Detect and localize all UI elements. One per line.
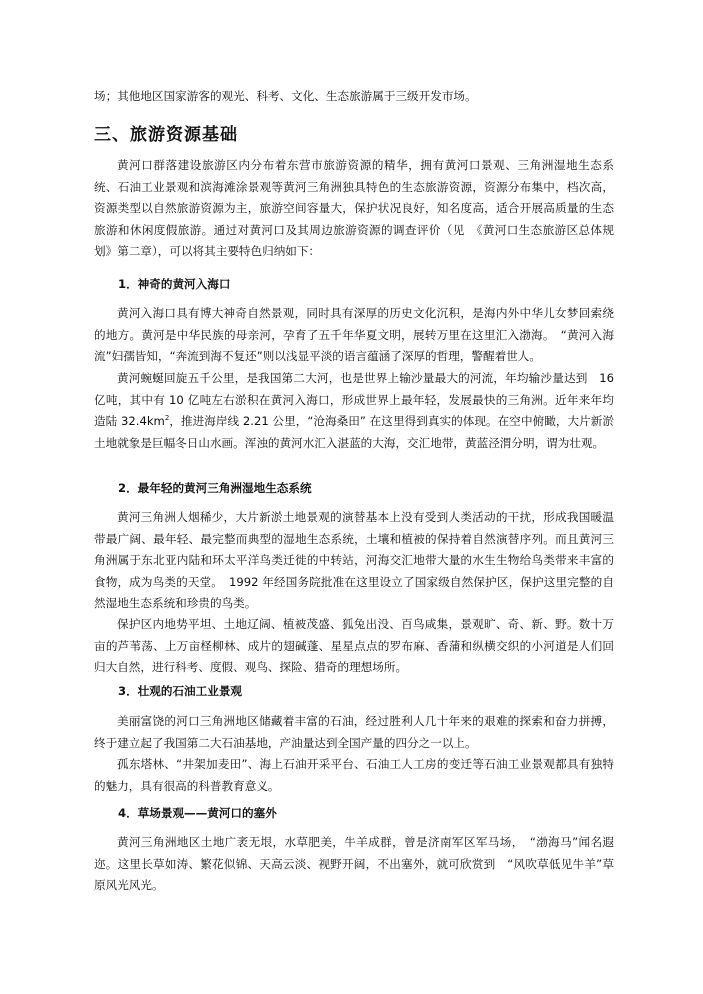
subsection-2-paragraph-1: 黄河三角洲人烟稀少，大片新淤土地景观的演替基本上没有受到人类活动的干扰，形成我国暖温带最广阔、最年轻、最完整而典型的湿地生态系统，土壤和植被的保持着自然演替序列。而且黄河三角洲属于东北亚内陆和环太平洋鸟类迁徙的中转站，河海交汇地带大量的水生生物给鸟类带来丰富的食物，成为鸟类的天堂。 1992 年经国务院批准在这里设立了国家级自然保护区，保护这里完整的自然湿地生态系统和珍贵的鸟类。 [94,510,614,611]
s1-p2-text-a: 黄河蜿蜒回旋五千公里，是我国第二大河，也是世界上输沙量最大的河流，年均输沙量达到 16亿吨，其中有 10 亿吨左右淤积在黄河入海口，形成世界上最年轻，发展最快的三角洲。近年来年均造陆 32.4km [94,371,614,429]
subsection-4-paragraph-1: 黄河三角洲地区土地广袤无垠，水草肥美，牛羊成群，曾是济南军区军马场， “渤海马”闻名遐迩。这里长草如涛、繁花似锦、天高云淡、视野开阔，不出塞外，就可欣赏到 “风吹草低见牛羊”草原风光风光。 [94,835,614,893]
intro-paragraph: 黄河口群落建设旅游区内分布着东营市旅游资源的精华，拥有黄河口景观、三角洲湿地生态系统、石油工业景观和滨海滩涂景观等黄河三角洲独具特色的生态旅游资源，资源分布集中，档次高，资源类型以自然旅游资源为主，旅游空间容量大，保护状况良好，知名度高，适合开展高质量的生态旅游和休闲度假旅游。通过对黄河口及其周边旅游资源的调查评价（见 《黄河口生态旅游区总体规划》第二章），可以将其主要特色归纳如下： [94,158,614,259]
subsection-title-1: 1．神奇的黄河入海口 [118,277,231,291]
section-title: 三、旅游资源基础 [94,125,238,145]
subsection-1-paragraph-2 [94,368,614,454]
s1-p2-text-b: ，推进海岸线 2.21 公里，“沧海桑田” 在这里得到真实的体现。在空中俯瞰，大片新淤土地就象是巨幅冬日山水画。浑浊的黄河水汇入湛蓝的大海，交汇地带，黄蓝泾渭分明，谓为壮观。 [94,414,614,450]
paragraph-continuation: 场；其他地区国家游客的观光、科考、文化、生态旅游属于三级开发市场。 [94,89,477,103]
subsection-3-paragraph-2: 孤东塔林、“井架加麦田”、海上石油开采平台、石油工人工房的变迁等石油工业景观都具有独特的魅力，具有很高的科普教育意义。 [94,757,614,793]
subsection-2-paragraph-2: 保护区内地势平坦、土地辽阔、植被茂盛、狐兔出没、百鸟咸集，景观旷、奇、新、野。数十万亩的芦苇荡、上万亩柽柳林、成片的翅碱蓬、星星点点的罗布麻、香蒲和纵横交织的小河道是人们回归大自然，进行科考、度假、观鸟、探险、猎奇的理想场所。 [94,617,614,675]
subsection-3-paragraph-1: 美丽富饶的河口三角洲地区储藏着丰富的石油，经过胜利人几十年来的艰难的探索和奋力拼搏，终于建立起了我国第二大石油基地，产油量达到全国产量的四分之一以上。 [94,714,614,750]
subsection-title-2: 2．最年轻的黄河三角洲湿地生态系统 [118,481,312,495]
superscript-two: 2 [164,414,170,423]
subsection-1-paragraph-1: 黄河入海口具有博大神奇自然景观，同时具有深厚的历史文化沉积，是海内外中华儿女梦回索绕的地方。黄河是中华民族的母亲河，孕育了五千年华夏文明，展转万里在这里汇入渤海。 “黄河入海流”妇孺皆知，“奔流到海不复还”则以浅显平淡的语言蕴涵了深厚的哲理，警醒着世人。 [94,306,614,364]
subsection-title-3: 3．壮观的石油工业景观 [118,684,243,698]
subsection-title-4: 4．草场景观——黄河口的塞外 [118,806,277,820]
